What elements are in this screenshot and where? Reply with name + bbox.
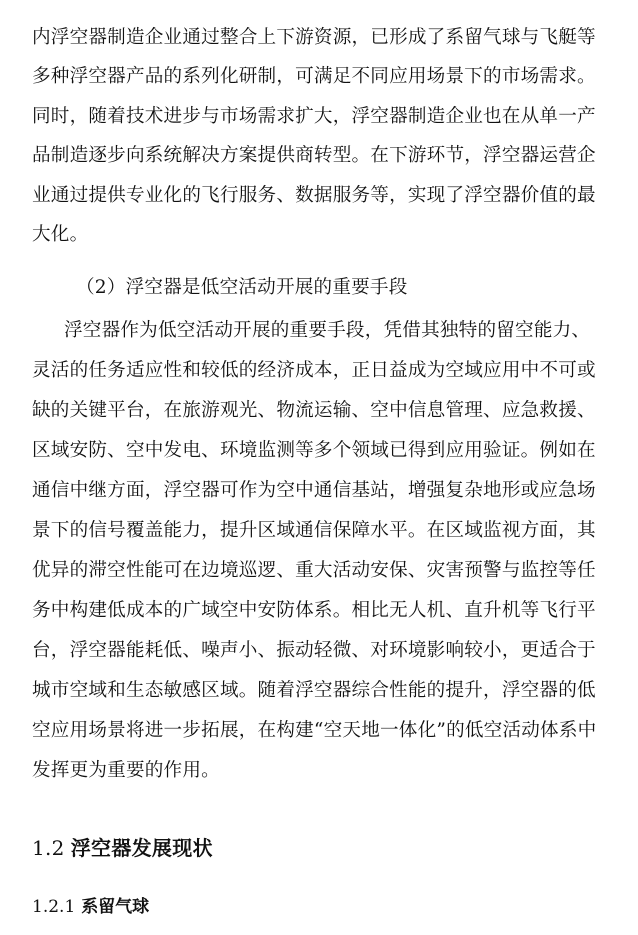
paragraph-2-line-11: 空应用场景将进一步拓展，在构建“空天地一体化”的低空活动体系中 [32, 720, 597, 741]
paragraph-2-line-12: 发挥更为重要的作用。 [32, 760, 220, 781]
paragraph-2-line-8: 务中构建低成本的广域空中安防体系。相比无人机、直升机等飞行平 [32, 600, 596, 621]
paragraph-2-line-4: 区域安防、空中发电、环境监测等多个领域已得到应用验证。例如在 [32, 440, 596, 461]
paragraph-2-line-1: 浮空器作为低空活动开展的重要手段，凭借其独特的留空能力、 [64, 320, 591, 341]
paragraph-1-line-6: 大化。 [32, 224, 89, 245]
paragraph-1-line-2: 多种浮空器产品的系列化研制，可满足不同应用场景下的市场需求。 [32, 66, 596, 87]
section-heading-1-2-1 [32, 892, 149, 917]
section-2-heading: （2）浮空器是低空活动开展的重要手段 [76, 277, 408, 298]
paragraph-2-line-3: 缺的关键平台，在旅游观光、物流运输、空中信息管理、应急救援、 [32, 400, 596, 421]
paragraph-2-line-10: 城市空域和生态敏感区域。随着浮空器综合性能的提升，浮空器的低 [32, 680, 596, 701]
paragraph-1-line-5: 业通过提供专业化的飞行服务、数据服务等，实现了浮空器价值的最 [32, 185, 596, 206]
paragraph-2-line-7: 优异的滞空性能可在边境巡逻、重大活动安保、灾害预警与监控等任 [32, 560, 596, 581]
section-number: 1.2 [32, 836, 65, 860]
paragraph-1-line-1: 内浮空器制造企业通过整合上下游资源，已形成了系留气球与飞艇等 [32, 27, 596, 48]
paragraph-2-line-9: 台，浮空器能耗低、噪声小、振动轻微、对环境影响较小，更适合于 [32, 640, 596, 661]
subsection-number: 1.2.1 [32, 897, 76, 917]
section-heading-1-2 [32, 832, 213, 861]
subsection-title: 系留气球 [81, 897, 150, 917]
paragraph-2-line-6: 景下的信号覆盖能力，提升区域通信保障水平。在区域监视方面，其 [32, 520, 596, 541]
paragraph-2-line-2: 灵活的任务适应性和较低的经济成本，正日益成为空域应用中不可或 [32, 360, 596, 381]
paragraph-2-line-5: 通信中继方面，浮空器可作为空中通信基站，增强复杂地形或应急场 [32, 480, 596, 501]
paragraph-1-line-4: 品制造逐步向系统解决方案提供商转型。在下游环节，浮空器运营企 [32, 145, 596, 166]
paragraph-1-line-3: 同时，随着技术进步与市场需求扩大，浮空器制造企业也在从单一产 [32, 106, 596, 127]
section-title: 浮空器发展现状 [70, 836, 213, 860]
